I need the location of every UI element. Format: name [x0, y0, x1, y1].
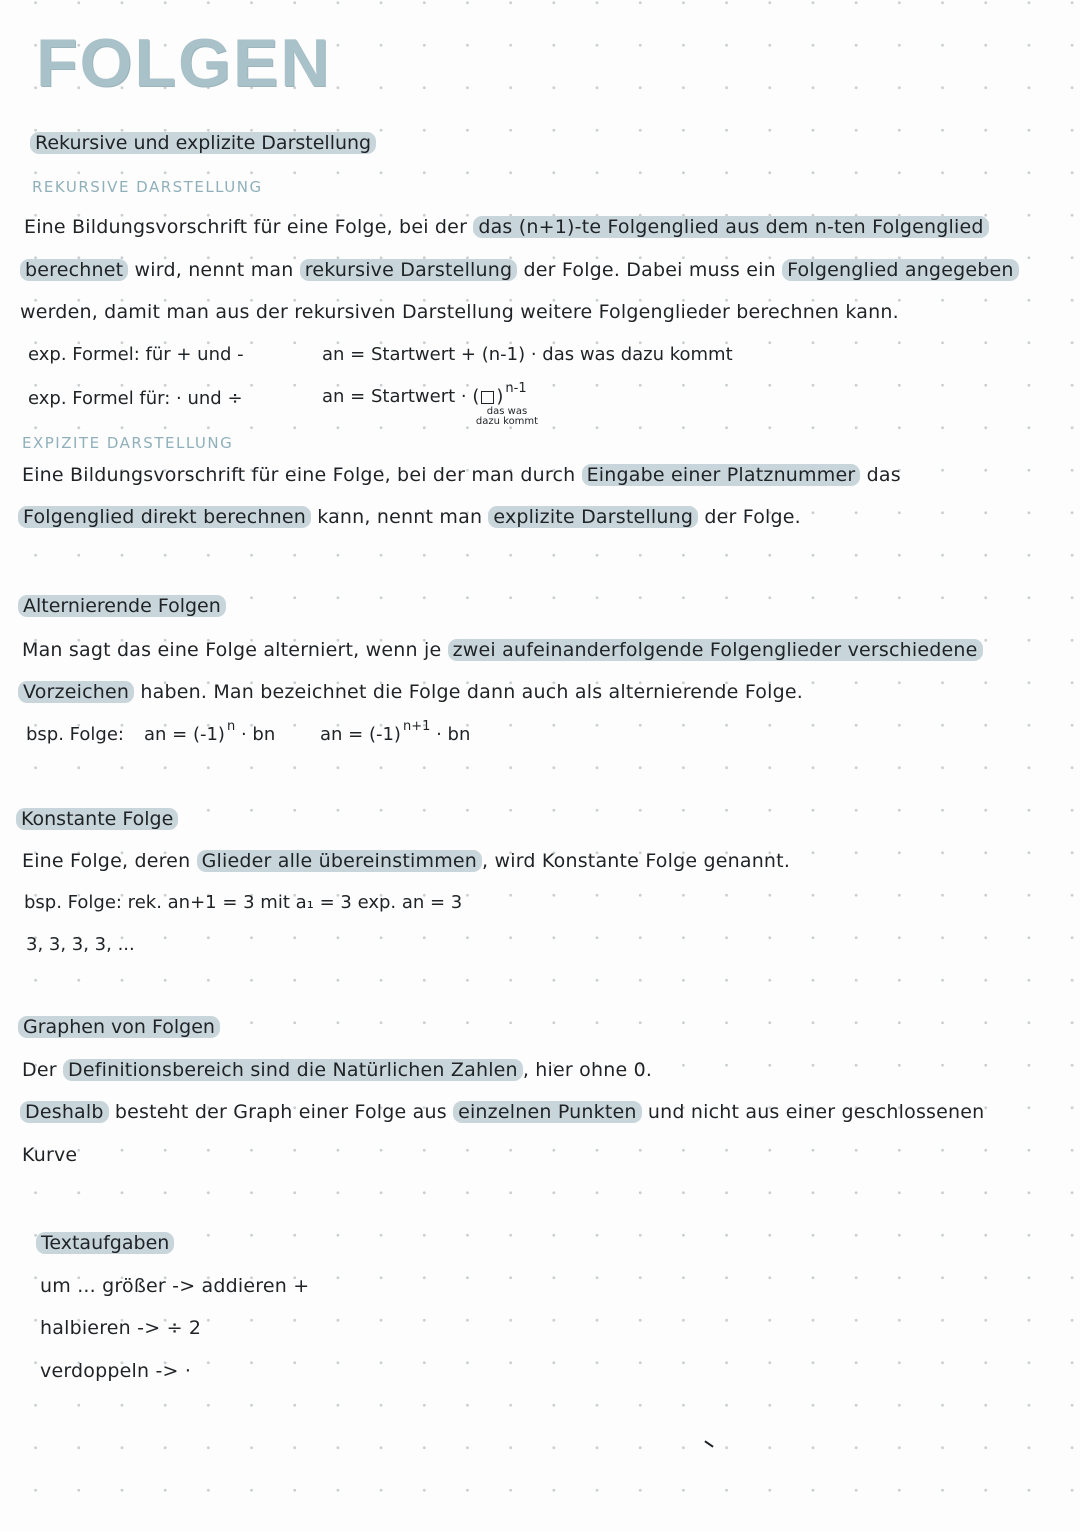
- textaufgaben-item: halbieren -> ÷ 2: [40, 1317, 202, 1339]
- alternierend-formula-2: [320, 719, 471, 745]
- rekursiv-line-3: werden, damit man aus der rekursiven Darstellung weitere Folgenglieder berechnen kann.: [20, 301, 899, 323]
- formula-part: ): [496, 386, 504, 407]
- text-segment: Eine Bildungsvorschrift für eine Folge, bei der man durch: [22, 464, 582, 486]
- text-segment: Eine Bildungsvorschrift für eine Folge, bei der: [24, 216, 474, 238]
- text-segment: wird, nennt man: [128, 259, 300, 281]
- highlight-segment: Deshalb: [20, 1101, 109, 1123]
- highlight-segment: rekursive Darstellung: [300, 259, 518, 281]
- alternierend-formula-1: [144, 719, 276, 745]
- section-heading-graphen: [18, 1016, 220, 1038]
- text-segment: der Folge. Dabei muss ein: [517, 259, 783, 281]
- formula-part: · bn: [240, 724, 276, 745]
- graphen-line-1: [22, 1059, 652, 1081]
- graphen-line-2: [20, 1101, 984, 1123]
- konstant-line-1: [22, 850, 790, 872]
- heading-highlight: Graphen von Folgen: [18, 1016, 220, 1038]
- alternierend-line-1: [22, 639, 983, 661]
- subheading-explizit: EXPIZITE DARSTELLUNG: [22, 434, 234, 452]
- text-segment: , hier ohne 0.: [522, 1059, 653, 1081]
- page-title: FOLGEN: [36, 25, 332, 101]
- alternierend-line-2: [18, 681, 803, 703]
- rekursiv-line-1: [24, 216, 989, 238]
- heading-highlight: Alternierende Folgen: [18, 595, 226, 617]
- text-segment: besteht der Graph einer Folge aus: [108, 1101, 454, 1123]
- text-segment: kann, nennt man: [310, 506, 489, 528]
- formula-part: an = (-1): [144, 724, 225, 745]
- text-segment: Man sagt das eine Folge alterniert, wenn je: [22, 639, 448, 661]
- highlight-segment: berechnet: [20, 259, 128, 281]
- alternierend-example-label: bsp. Folge:: [26, 724, 124, 745]
- text-segment: haben. Man bezeichnet die Folge dann auch als alternierende Folge.: [134, 681, 803, 703]
- heading-highlight: Rekursive und explizite Darstellung: [30, 132, 376, 154]
- highlight-segment: zwei aufeinanderfolgende Folgenglieder verschiedene: [448, 639, 983, 661]
- formula-note-line: das was: [486, 406, 528, 417]
- pen-mark: [704, 1440, 713, 1447]
- formula-part: an = (-1): [320, 724, 401, 745]
- highlight-segment: Folgenglied angegeben: [782, 259, 1019, 281]
- explizit-line-1: [22, 464, 901, 486]
- konstant-sequence: 3, 3, 3, 3, ...: [26, 934, 135, 955]
- formula-expression-1: an = Startwert + (n-1) · das was dazu kommt: [322, 344, 733, 365]
- section-heading-alternierend: [18, 595, 226, 617]
- highlight-segment: Eingabe einer Platznummer: [582, 464, 861, 486]
- section-heading-darstellung: [30, 132, 376, 154]
- formula-note: [462, 407, 552, 427]
- text-segment: das: [860, 464, 901, 486]
- formula-exponent: n+1: [402, 719, 431, 734]
- text-segment: der Folge.: [698, 506, 801, 528]
- formula-part: · bn: [436, 724, 471, 745]
- formula-note-line: dazu kommt: [475, 416, 539, 427]
- text-segment: und nicht aus einer geschlossenen: [641, 1101, 985, 1123]
- textaufgaben-item: verdoppeln -> ·: [40, 1360, 192, 1382]
- heading-highlight: Konstante Folge: [16, 808, 178, 830]
- square-placeholder-icon: [481, 391, 494, 404]
- text-segment: Der: [22, 1059, 63, 1081]
- text-segment: , wird Konstante Folge genannt.: [482, 850, 791, 872]
- text-segment: Eine Folge, deren: [22, 850, 197, 872]
- rekursiv-line-2: [20, 259, 1019, 281]
- formula-label-1: exp. Formel: für + und -: [28, 344, 244, 365]
- section-heading-konstant: [16, 808, 178, 830]
- konstant-example: bsp. Folge: rek. an+1 = 3 mit a₁ = 3 exp. an = 3: [24, 892, 463, 913]
- heading-highlight: Textaufgaben: [36, 1232, 174, 1254]
- highlight-segment: Folgenglied direkt berechnen: [18, 506, 311, 528]
- textaufgaben-item: um ... größer -> addieren +: [40, 1275, 310, 1297]
- subheading-rekursive: REKURSIVE DARSTELLUNG: [32, 178, 263, 196]
- formula-label-2: exp. Formel für: · und ÷: [28, 388, 243, 409]
- formula-part: an = Startwert · (: [322, 386, 480, 407]
- highlight-segment: einzelnen Punkten: [453, 1101, 642, 1123]
- highlight-segment: Vorzeichen: [18, 681, 134, 703]
- formula-expression-2: [322, 381, 527, 407]
- formula-exponent: n-1: [505, 381, 527, 396]
- graphen-line-3: Kurve: [22, 1144, 78, 1166]
- formula-exponent: n: [226, 719, 236, 734]
- section-heading-textaufgaben: [36, 1232, 174, 1254]
- explizit-line-2: [18, 506, 801, 528]
- highlight-segment: Glieder alle übereinstimmen: [197, 850, 482, 872]
- highlight-segment: Definitionsbereich sind die Natürlichen Zahlen: [63, 1059, 523, 1081]
- highlight-segment: das (n+1)-te Folgenglied aus dem n-ten Folgenglied: [473, 216, 988, 238]
- highlight-segment: explizite Darstellung: [488, 506, 698, 528]
